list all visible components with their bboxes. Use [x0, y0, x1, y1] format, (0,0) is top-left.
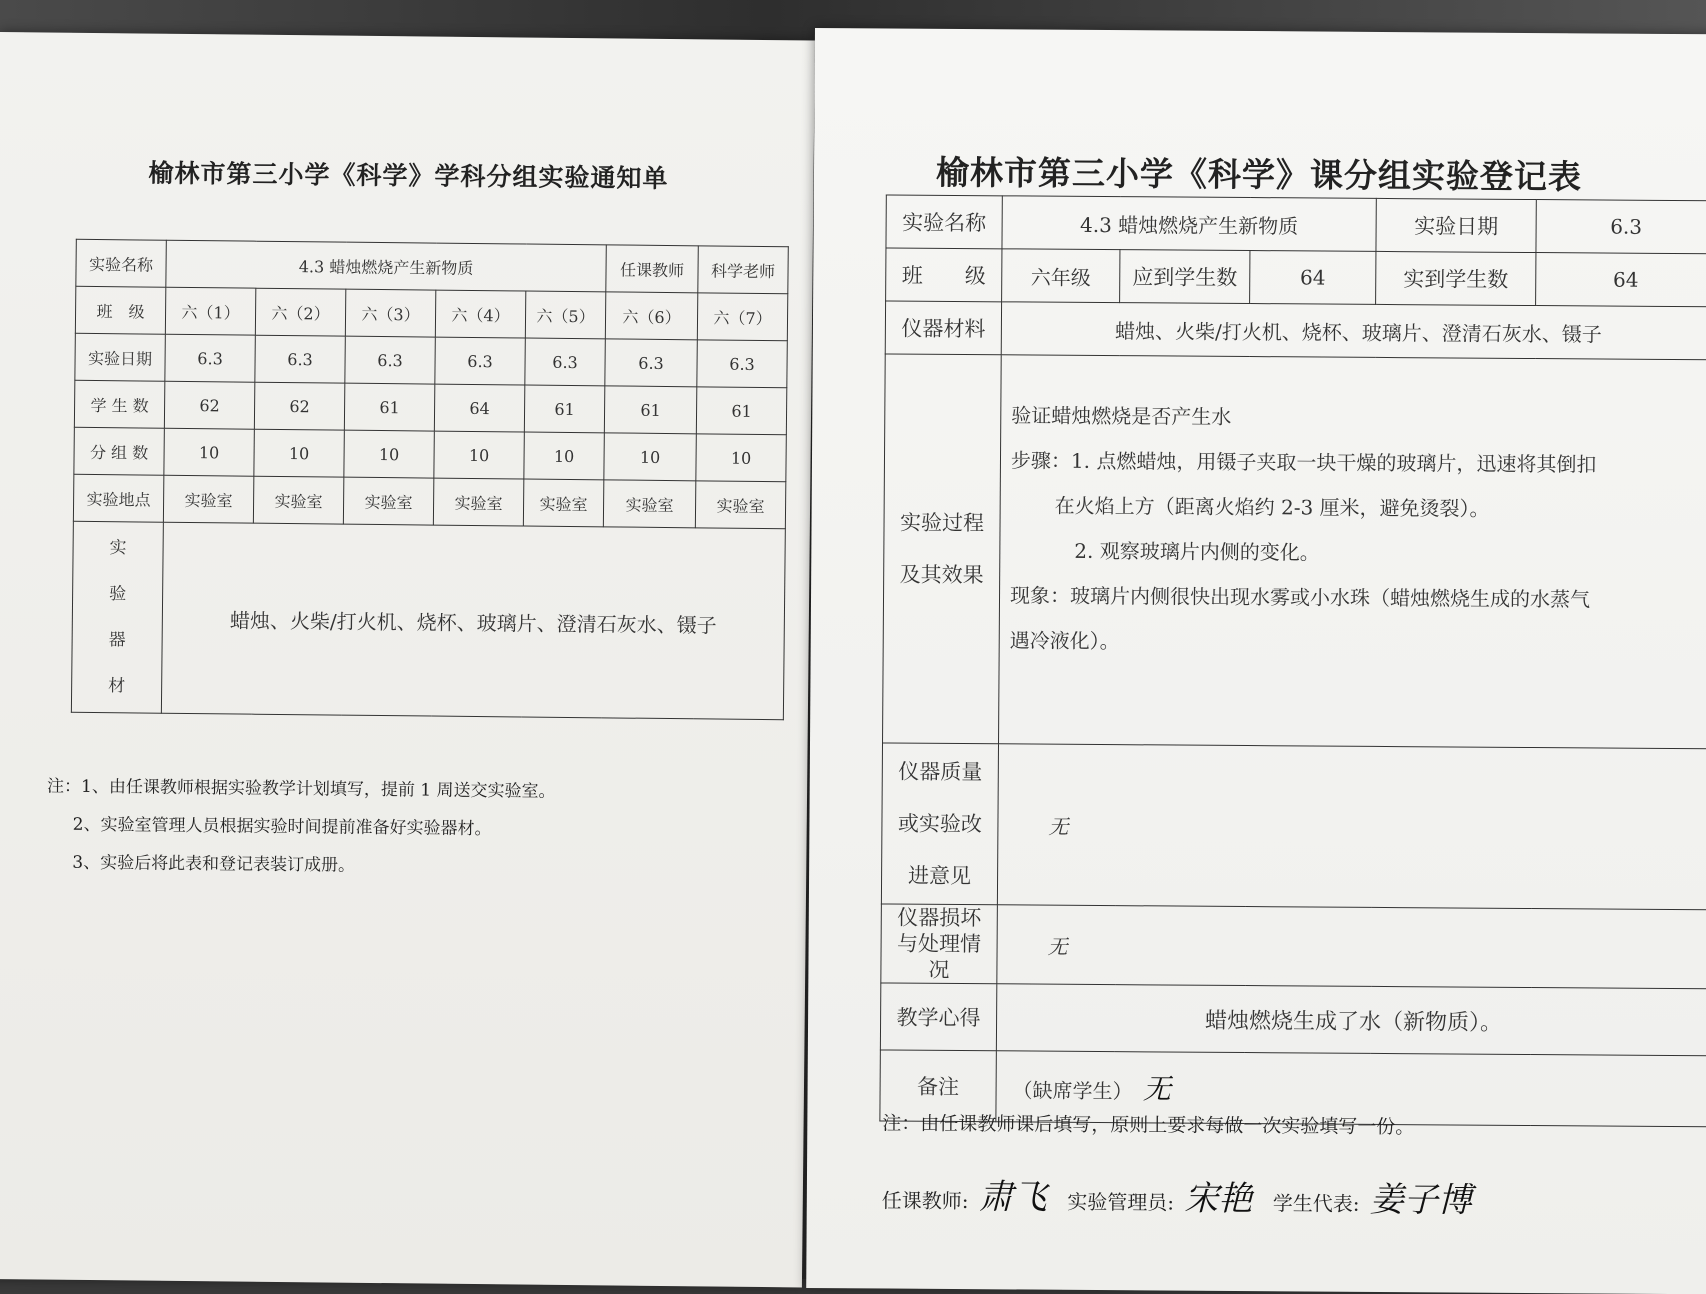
remarks-value: 无 — [1142, 1072, 1172, 1106]
process-line: 在火焰上方（距离火焰约 2-3 厘米，避免烫裂）。 — [1054, 493, 1490, 521]
row-equipment — [71, 521, 785, 719]
date-cell: 6.3 — [525, 338, 605, 386]
quality-value: 无 — [997, 744, 1706, 910]
signature-row — [882, 1168, 1486, 1221]
students-cell: 61 — [696, 387, 786, 435]
process-line: 验证蜡烛燃烧是否产生水 — [1011, 403, 1232, 429]
register-title: 榆林市第三小学《科学》课分组实验登记表 — [935, 152, 1583, 197]
class-cell: 六（5） — [525, 291, 605, 339]
student-sign-label: 学生代表: — [1272, 1191, 1360, 1216]
label-experiment-name: 实验名称 — [886, 195, 1002, 249]
groups-cell: 10 — [524, 432, 604, 480]
date-cell: 6.3 — [697, 340, 787, 388]
location-cell: 实验室 — [163, 475, 253, 523]
expected-value: 64 — [1250, 251, 1376, 305]
experiment-name: 4.3 蜡烛燃烧产生新物质 — [166, 240, 606, 292]
teacher-sign-label: 任课教师: — [881, 1188, 969, 1214]
label-damage — [881, 904, 998, 984]
row-date — [75, 333, 787, 387]
label-process — [883, 354, 1002, 744]
label-equipment-char: 实 — [109, 538, 127, 559]
row-location — [73, 474, 785, 528]
register-note: 注：由任课教师课后填写，原则上要求每做一次实验填写一份。 — [882, 1112, 1415, 1139]
label-damage-line: 况 — [928, 957, 950, 982]
location-cell: 实验室 — [343, 477, 433, 525]
label-equipment-char: 材 — [108, 676, 126, 697]
students-cell: 61 — [524, 385, 604, 433]
class-cell: 六（1） — [165, 287, 255, 335]
note-line: 2、实验室管理人员根据实验时间提前准备好实验器材。 — [72, 814, 492, 840]
label-quality-line: 进意见 — [908, 863, 972, 889]
notice-table — [71, 239, 789, 720]
groups-cell: 10 — [344, 430, 434, 478]
class-cell: 六（4） — [435, 290, 525, 338]
label-class: 班 级 — [75, 286, 165, 334]
row-groups — [74, 427, 786, 481]
label-students: 学 生 数 — [74, 380, 164, 428]
row-name — [76, 239, 788, 293]
label-groups: 分 组 数 — [74, 427, 164, 475]
label-teacher: 任课教师 — [606, 245, 698, 293]
students-cell: 62 — [164, 381, 254, 429]
label-quality — [881, 743, 998, 905]
location-cell: 实验室 — [603, 480, 695, 528]
groups-cell: 10 — [254, 429, 344, 477]
students-cell: 61 — [604, 386, 696, 434]
label-equipment-char: 验 — [109, 584, 127, 605]
label-expected: 应到学生数 — [1120, 250, 1250, 304]
process-line: 步骤：1. 点燃蜡烛，用镊子夹取一块干燥的玻璃片，迅速将其倒扣 — [1010, 448, 1597, 477]
label-remarks: 备注 — [880, 1050, 996, 1122]
row-students — [74, 380, 786, 434]
note-line: 3、实验后将此表和登记表装订成册。 — [72, 852, 356, 876]
process-line: 遇冷液化）。 — [1009, 628, 1120, 654]
label-date: 实验日期 — [75, 333, 165, 381]
remarks-prefix: （缺席学生） — [1012, 1078, 1133, 1104]
admin-signature: 宋艳 — [1184, 1178, 1253, 1220]
row-process — [883, 354, 1706, 749]
label-location: 实验地点 — [73, 474, 163, 522]
notice-notes — [46, 768, 556, 887]
label-quality-line: 或实验改 — [897, 811, 983, 837]
location-cell: 实验室 — [695, 481, 785, 529]
class-cell: 六（6） — [605, 292, 697, 340]
row-quality — [881, 743, 1706, 910]
groups-cell: 10 — [434, 431, 524, 479]
students-cell: 62 — [254, 382, 344, 430]
label-date: 实验日期 — [1376, 198, 1536, 252]
location-cell: 实验室 — [253, 476, 343, 524]
label-equipment — [71, 521, 163, 713]
process-line: 现象：玻璃片内侧很快出现水雾或小水珠（蜡烛燃烧生成的水蒸气 — [1009, 583, 1591, 612]
row-class — [886, 248, 1706, 307]
location-cell: 实验室 — [433, 478, 523, 526]
student-signature: 姜子博 — [1369, 1179, 1473, 1221]
experiment-name: 4.3 蜡烛燃烧产生新物质 — [1002, 196, 1376, 252]
class-value: 六年级 — [1002, 249, 1120, 303]
row-name — [886, 195, 1706, 254]
materials-value: 蜡烛、火柴/打火机、烧杯、玻璃片、澄清石灰水、镊子 — [1001, 302, 1706, 360]
equipment-text: 蜡烛、火柴/打火机、烧杯、玻璃片、澄清石灰水、镊子 — [161, 522, 785, 720]
note-line: 注：1、由任课教师根据实验教学计划填写，提前 1 周送交实验室。 — [46, 776, 556, 802]
groups-cell: 10 — [696, 434, 786, 482]
notice-sheet — [0, 32, 815, 1287]
damage-value: 无 — [997, 905, 1706, 989]
label-experiment-name: 实验名称 — [76, 239, 166, 287]
process-text — [999, 355, 1706, 749]
register-sheet — [806, 28, 1706, 1294]
register-table — [879, 194, 1706, 1127]
label-process-line: 及其效果 — [899, 562, 984, 588]
experience-value: 蜡烛燃烧生成了水（新物质）。 — [996, 984, 1706, 1056]
label-process-line: 实验过程 — [899, 510, 985, 536]
label-damage-line: 仪器损坏 — [897, 905, 982, 931]
row-materials — [885, 301, 1706, 360]
row-class — [75, 286, 787, 340]
process-line: 2. 观察玻璃片内侧的变化。 — [1074, 538, 1320, 565]
notice-title: 榆林市第三小学《科学》学科分组实验通知单 — [148, 158, 669, 194]
students-cell: 64 — [434, 384, 524, 432]
date-cell: 6.3 — [605, 339, 697, 387]
label-damage-line: 与处理情 — [897, 931, 982, 957]
date-cell: 6.3 — [165, 334, 255, 382]
admin-sign-label: 实验管理员: — [1067, 1189, 1175, 1215]
class-cell: 六（7） — [697, 293, 787, 341]
class-cell: 六（3） — [345, 289, 435, 337]
class-cell: 六（2） — [255, 288, 345, 336]
label-experience: 教学心得 — [880, 983, 996, 1051]
groups-cell: 10 — [164, 428, 254, 476]
row-damage — [881, 904, 1706, 989]
label-quality-line: 仪器质量 — [898, 759, 983, 785]
location-cell: 实验室 — [523, 479, 603, 527]
label-materials: 仪器材料 — [885, 301, 1001, 355]
teacher-signature: 肃飞 — [978, 1177, 1048, 1218]
label-class: 班 级 — [886, 248, 1002, 302]
label-equipment-char: 器 — [108, 630, 126, 651]
students-cell: 61 — [344, 383, 434, 431]
date-cell: 6.3 — [345, 336, 435, 384]
date-value: 6.3 — [1536, 200, 1706, 254]
actual-value: 64 — [1536, 253, 1706, 307]
row-experience — [880, 983, 1706, 1056]
date-cell: 6.3 — [435, 337, 525, 385]
date-cell: 6.3 — [255, 335, 345, 383]
groups-cell: 10 — [604, 433, 696, 481]
teacher-value: 科学老师 — [698, 246, 788, 294]
label-actual: 实到学生数 — [1376, 251, 1536, 305]
